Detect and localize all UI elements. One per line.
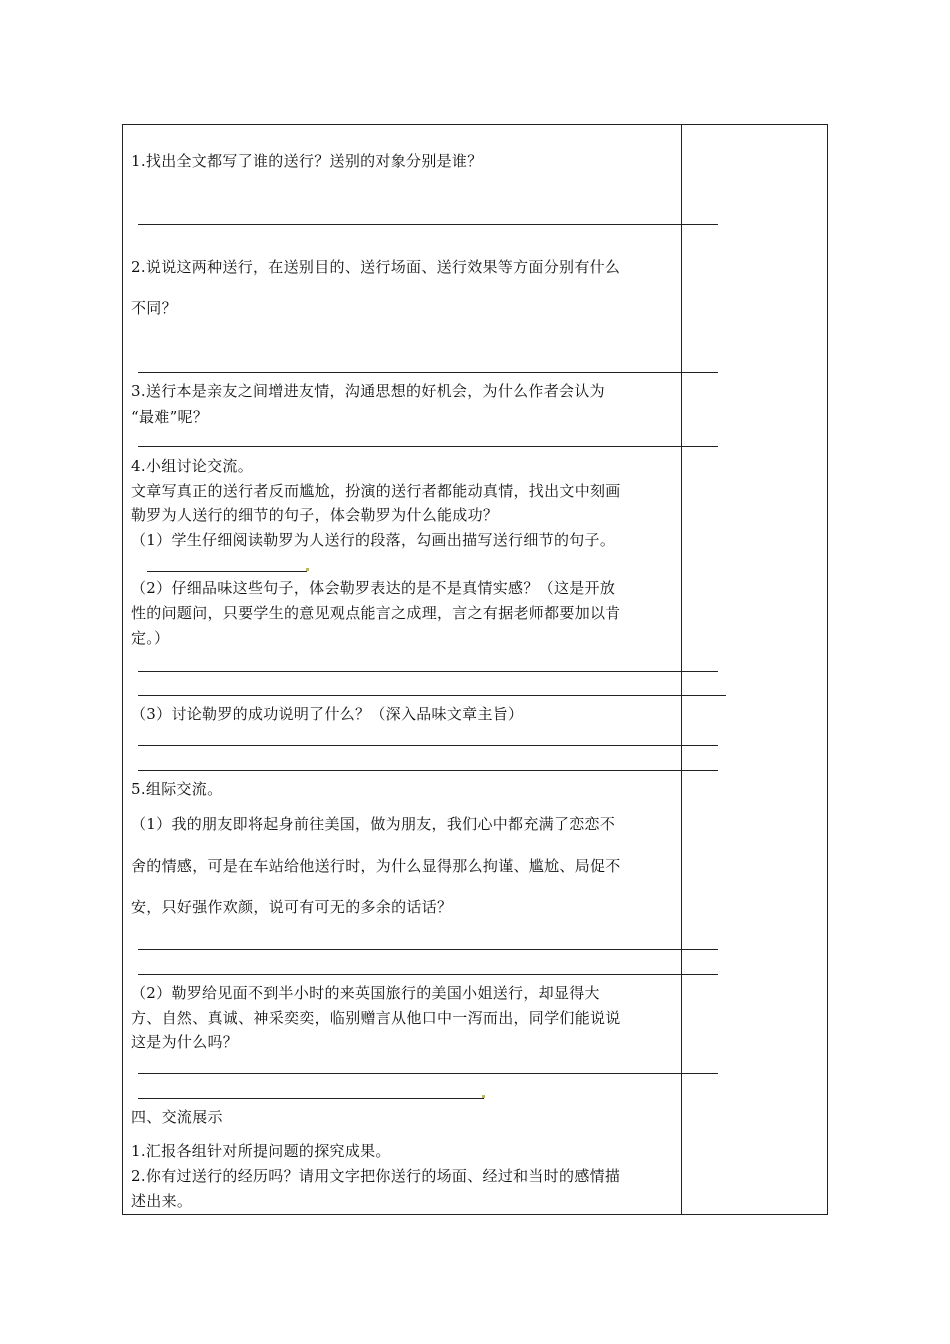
answer-line: [138, 949, 718, 950]
section-4-item2-line1: 2.你有过送行的经历吗？请用文字把你送行的场面、经过和当时的感情描: [131, 1167, 621, 1185]
question-5-sub1-line1: （1）我的朋友即将起身前往美国，做为朋友，我们心中都充满了恋恋不: [131, 815, 616, 833]
question-3-line1: 3.送行本是亲友之间增进友情，沟通思想的好机会，为什么作者会认为: [131, 382, 605, 400]
answer-line: [138, 1073, 718, 1074]
mark-dot: [306, 568, 309, 571]
section-4-item2-line2: 述出来。: [131, 1192, 193, 1210]
answer-line: [138, 770, 718, 771]
question-4-sub3: （3）讨论勒罗的成功说明了什么？（深入品味文章主旨）: [131, 705, 524, 723]
question-5-sub2-line2: 方、自然、真诚、神采奕奕，临别赠言从他口中一泻而出，同学们能说说: [131, 1009, 621, 1027]
question-4-sub2-line1: （2）仔细品味这些句子，体会勒罗表达的是不是真情实感？（这是开放: [131, 579, 616, 597]
question-4-intro-line1: 文章写真正的送行者反而尴尬，扮演的送行者都能动真情，找出文中刻画: [131, 482, 621, 500]
question-3-line2: “最难”呢？: [131, 408, 209, 426]
answer-line: [138, 745, 718, 746]
question-4-sub1: （1）学生仔细阅读勒罗为人送行的段落，勾画出描写送行细节的句子。: [131, 531, 616, 549]
answer-line: [138, 974, 718, 975]
question-5-sub2-line1: （2）勒罗给见面不到半小时的来英国旅行的美国小姐送行，却显得大: [131, 984, 600, 1002]
answer-line-short: [138, 1098, 484, 1099]
section-4-title: 四、交流展示: [131, 1108, 223, 1126]
section-4-item1: 1.汇报各组针对所提问题的探究成果。: [131, 1142, 391, 1160]
question-4-title: 4.小组讨论交流。: [131, 457, 254, 475]
question-2-line1: 2.说说这两种送行，在送别目的、送行场面、送行效果等方面分别有什么: [131, 258, 621, 276]
question-5-sub2-line3: 这是为什么吗？: [131, 1033, 239, 1051]
answer-line: [138, 372, 718, 373]
question-4-sub2-line2: 性的问题问，只要学生的意见观点能言之成理，言之有据老师都要加以肯: [131, 604, 621, 622]
question-4-intro-line2: 勒罗为人送行的细节的句子，体会勒罗为什么能成功？: [131, 506, 499, 524]
question-5-sub1-line3: 安，只好强作欢颜，说可有可无的多余的话话？: [131, 898, 453, 916]
answer-line-short: [147, 571, 307, 572]
question-5-title: 5.组际交流。: [131, 780, 223, 798]
mark-dot: [482, 1095, 485, 1098]
answer-line: [138, 224, 718, 225]
question-2-line2: 不同？: [131, 299, 177, 317]
question-5-sub1-line2: 舍的情感，可是在车站给他送行时，为什么显得那么拘谨、尴尬、局促不: [131, 857, 621, 875]
answer-line: [138, 695, 726, 696]
question-4-sub2-line3: 定。）: [131, 629, 170, 647]
question-1: 1.找出全文都写了谁的送行？送别的对象分别是谁？: [131, 152, 483, 170]
answer-line: [138, 671, 718, 672]
table-column-divider: [681, 124, 682, 1215]
answer-line: [138, 446, 718, 447]
